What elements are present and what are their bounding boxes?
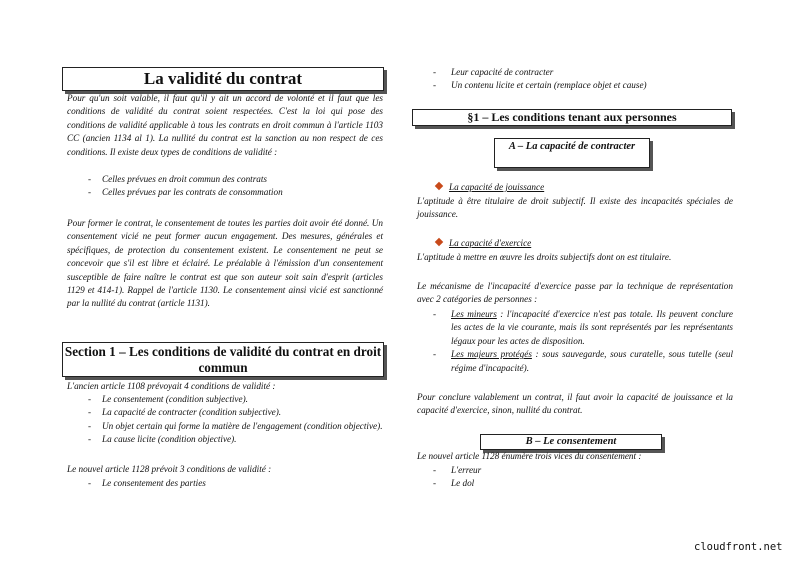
watermark-footer: cloudfront.net xyxy=(694,541,783,553)
old-conditions-list xyxy=(88,393,384,447)
consent-paragraph: Pour former le contrat, le consentement de toutes les parties doit avoir été donné. Un consentement vicié ne peut former aucun engagement. Des mesures, générales et spécifiques, de protection du consentement existent. Le consentement ne peut se concevoir que s'il est libre et éclairé. Le préalable à l'émission d'un consentement susceptible de faire naître le contrat est que son auteur soit sain d'esprit (articles 1129 et 414-1). Rappel de l'article 1130. Le consentement ainsi vicié est sanctionné par la nullité du contrat (article 1131). xyxy=(67,218,383,309)
list-item: - Le consentement des parties xyxy=(88,478,206,488)
list-item: - Les majeurs protégés : sous sauvegarde, sous curatelle, sous tutelle (seul régime d'incapacité). xyxy=(433,349,733,373)
jouissance-title: La capacité de jouissance xyxy=(449,182,545,192)
list-item: - La capacité de contracter (condition subjective). xyxy=(88,407,282,418)
mecanisme-paragraph: Le mécanisme de l'incapacité d'exercice passe par la technique de représentation avec 2 catégories de personnes : xyxy=(417,281,733,305)
list-item: - La cause licite (condition objective). xyxy=(88,434,237,445)
list-item: - Leur capacité de contracter xyxy=(433,67,554,77)
jouissance-title-row xyxy=(436,181,544,194)
list-item: - Le consentement (condition subjective). xyxy=(88,394,248,404)
majeurs-label: Les majeurs protégés xyxy=(451,349,532,360)
sub-b-box xyxy=(480,434,662,450)
intro-paragraph: Pour qu'un soit valable, il faut qu'il y ait un accord de volonté et il faut que les conditions de validité du contrat soient respectées. C'est la loi qui pose des conditions de validité applicable à tous les contrats en droit commun à l'article 1103 CC (ancien 1134 al 1). La nullité du contrat est la sanction au non respect de ces conditions. Il existe deux types de conditions de validité : xyxy=(67,93,383,157)
jouissance-text: L'aptitude à être titulaire de droit subjectif. Il existe des incapacités spéciales de jouissance. xyxy=(417,196,733,220)
diamond-bullet-icon xyxy=(435,182,443,190)
mineurs-label: Les mineurs xyxy=(451,309,497,319)
section1-box xyxy=(62,342,384,377)
persons-list xyxy=(433,308,733,375)
sub-b-heading: B – Le consentement xyxy=(525,436,617,447)
list-item: - Un objet certain qui forme la matière de l'engagement (condition objective). xyxy=(88,420,383,431)
sub-a-box xyxy=(494,138,650,168)
new-article-line: Le nouvel article 1128 prévoit 3 conditions de validité : xyxy=(67,464,272,474)
conclusion-paragraph: Pour conclure valablement un contrat, il faut avoir la capacité de jouissance et la capacité d'exercice, sinon, nullité du contrat. xyxy=(417,392,733,416)
page-title: La validité du contrat xyxy=(143,69,303,88)
exercice-title: La capacité d'exercice xyxy=(449,238,532,248)
list-item: - Celles prévues par les contrats de consommation xyxy=(88,187,283,198)
section1-heading: Section 1 – Les conditions de validité du contrat en droit commun xyxy=(64,344,382,375)
diamond-bullet-icon xyxy=(435,238,443,246)
list-item: - Le dol xyxy=(433,478,475,489)
vices-intro: Le nouvel article 1128 énumère trois vices du consentement : xyxy=(417,451,642,461)
new-conditions-right xyxy=(433,66,733,93)
list-item: - L'erreur xyxy=(433,465,482,475)
paragraph1-box xyxy=(412,109,732,126)
old-article-line: L'ancien article 1108 prévoyait 4 conditions de validité : xyxy=(67,381,276,391)
paragraph1-heading: §1 – Les conditions tenant aux personnes xyxy=(467,110,677,124)
title-box xyxy=(62,67,384,91)
new-conditions-left xyxy=(88,477,378,490)
exercice-title-row xyxy=(436,237,531,250)
exercice-text: L'aptitude à mettre en œuvre les droits subjectifs dont on est titulaire. xyxy=(417,252,672,262)
types-list xyxy=(88,173,378,200)
list-item: - Celles prévues en droit commun des contrats xyxy=(88,174,268,184)
list-item: - Un contenu licite et certain (remplace objet et cause) xyxy=(433,80,647,91)
list-item: - Les mineurs : l'incapacité d'exercice n'est pas totale. Ils peuvent conclure les actes de la vie courante, mais ils sont représentés par les représentants légaux pour les actes de disposition. xyxy=(433,309,733,346)
vices-list xyxy=(433,464,733,491)
sub-a-heading: A – La capacité de contracter xyxy=(508,141,636,152)
